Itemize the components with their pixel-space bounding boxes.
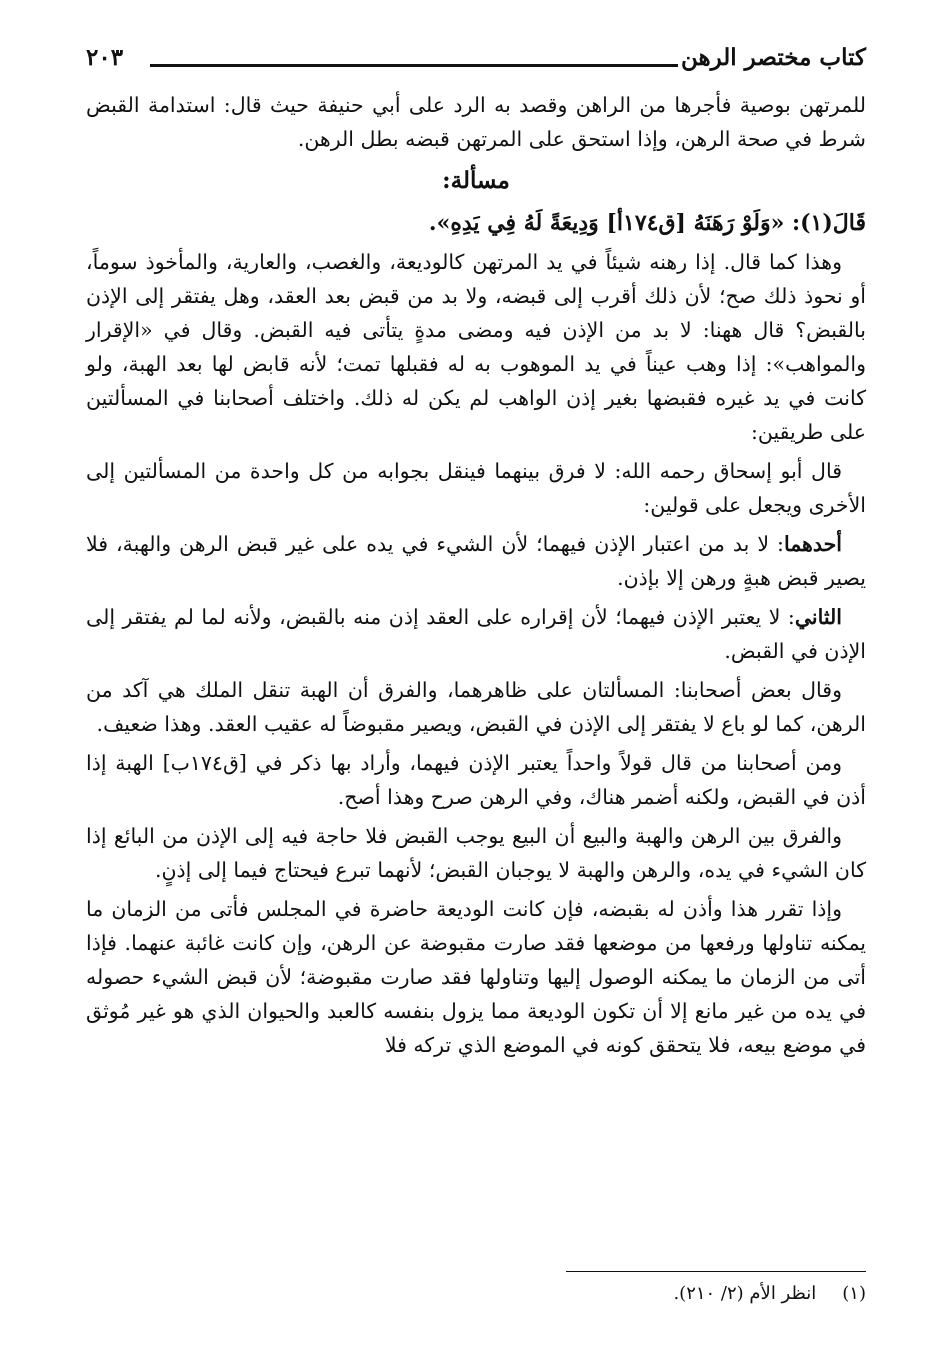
paragraph: وقال بعض أصحابنا: المسألتان على ظاهرهما، والفرق أن الهبة تنقل الملك هي آكد من الرهن، كما لو باع لا يفتقر إلى الإذن في القبض، ويصير مقبوضاً له عقيب العقد. وهذا ضعيف. — [86, 678, 866, 736]
lead-word: أحدهما — [783, 532, 842, 556]
page-header — [86, 38, 866, 82]
paragraph: قال أبو إسحاق رحمه الله: لا فرق بينهما فينقل بجوابه من كل واحدة من المسألتين إلى الأخرى ويجعل على قولين: — [86, 459, 866, 517]
header-rule — [150, 64, 678, 67]
quoted-statement: قَالَ(١): «وَلَوْ رَهَنَهُ [ق١٧٤أ] وَدِيعَةً لَهُ فِي يَدِهِ». — [428, 210, 866, 236]
paragraph-second-opinion — [86, 600, 866, 668]
footnote-text: انظر الأم (٢/ ٢١٠). — [673, 1283, 817, 1304]
paragraph-text: : لا بد من اعتبار الإذن فيهما؛ لأن الشيء في يده على غير قبض الرهن والهبة، فلا يصير قبض هبةٍ ورهن إلا بإذن. — [86, 532, 866, 590]
paragraph: وهذا كما قال. إذا رهنه شيئاً في يد المرتهن كالوديعة، والغصب، والعارية، والمأخوذ سوماً، أو نحوذ ذلك صح؛ لأن ذلك أقرب إلى قبضه، ولا بد من قبض بعد العقد، وهل يفتقر إلى الإذن بالقبض؟ قال ههنا: لا بد من الإذن فيه ومضى مدةٍ يتأتى فيه القبض. وقال في «الإقرار والمواهب»: إذا وهب عيناً في يد الموهوب به له فقبلها تمت؛ لأنه قابض لها بعد الهبة، ولو كانت في يد غيره فقبضها بغير إذن الواهب لم يكن له ذلك. واختلف أصحابنا في المسألتين على طريقين: — [86, 250, 866, 444]
paragraph-intro: للمرتهن بوصية فأجرها من الراهن وقصد به الرد على أبي حنيفة حيث قال: استدامة القبض شرط في صحة الرهن، وإذا استحق على المرتهن قبضه بطل الرهن. — [86, 93, 866, 151]
paragraph: وإذا تقرر هذا وأذن له بقبضه، فإن كانت الوديعة حاضرة في المجلس فأتى من الزمان ما يمكنه تناولها ورفعها من موضعها فقد صارت مقبوضة عن الرهن، وإن كانت غائبة عنهما. فإذا أتى من الزمان ما يمكنه الوصول إليها وتناولها فقد صارت مقبوضة؛ لأن قبض الشيء حصوله في يده من غير مانع إلا أن تكون الوديعة مما يزول بنفسه كالعبد والحيوان الذي هو غير مُوثق في موضع بيعه، فلا يتحقق كونه في الموضع الذي تركه فلا — [86, 897, 866, 1057]
paragraph: والفرق بين الرهن والهبة والبيع أن البيع يوجب القبض فلا حاجة فيه إلى الإذن من البائع إذا كان الشيء في يده، والرهن والهبة لا يوجبان القبض؛ لأنهما تبرع فيحتاج فيما إلى إذنٍ. — [86, 824, 866, 882]
lead-word: الثاني — [794, 605, 842, 629]
paragraph-first-opinion — [86, 527, 866, 595]
page-body — [86, 88, 866, 1067]
running-title: كتاب مختصر الرهن — [680, 44, 866, 71]
footnote-rule — [566, 1271, 866, 1272]
page-number: ٢٠٣ — [86, 44, 124, 71]
paragraph-text: : لا يعتبر الإذن فيهما؛ لأن إقراره على العقد إذن منه بالقبض، ولأنه لما لم يفتقر إلى الإذن في القبض. — [86, 605, 866, 663]
section-heading: مسألة: — [442, 167, 510, 194]
paragraph: ومن أصحابنا من قال قولاً واحداً يعتبر الإذن فيهما، وأراد بها ذكر في [ق١٧٤ب] الهبة إذا أذن في القبض، ولكنه أضمر هناك، وفي الرهن صرح وهذا أصح. — [86, 751, 866, 809]
footnote-number: (١) — [842, 1283, 866, 1304]
footnote — [366, 1280, 866, 1308]
